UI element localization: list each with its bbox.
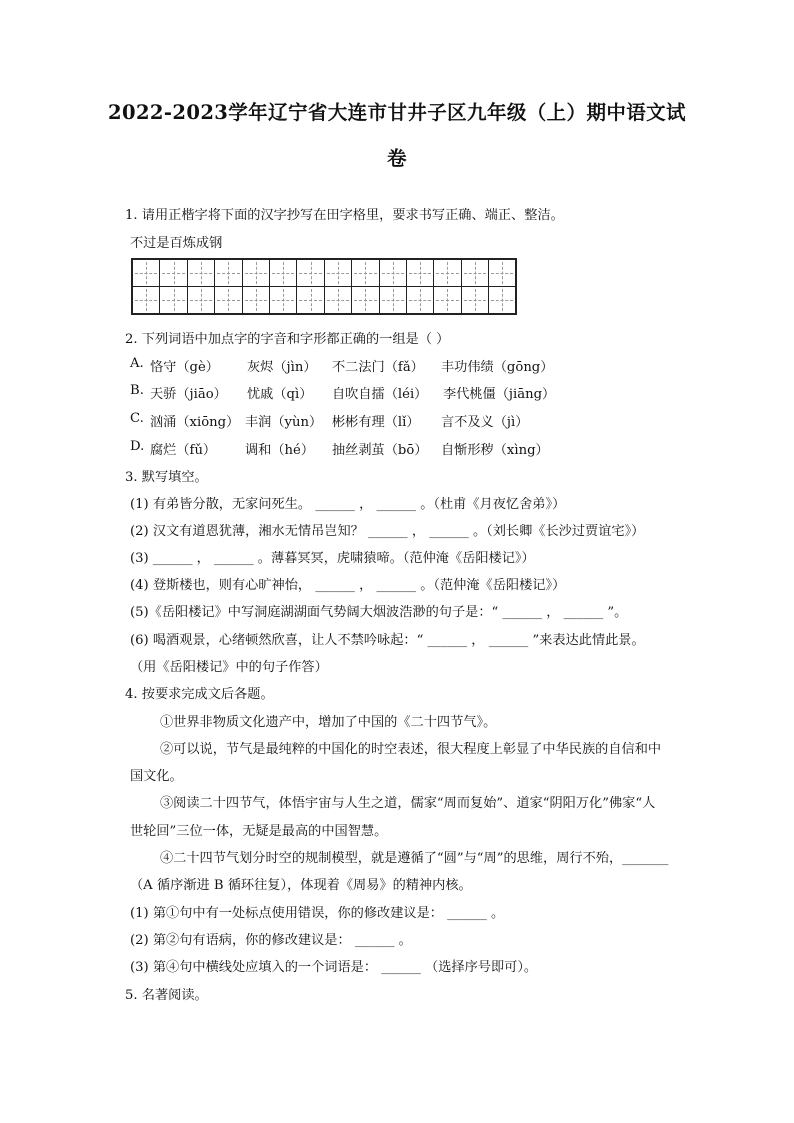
- passage-para-3a: ③阅读二十四节气，体悟宇宙与人生之道，儒家“周而复始”、道家“阴阳万化”佛家“人: [160, 796, 656, 811]
- grid-cell[interactable]: [324, 287, 351, 314]
- question-5: 5. 名著阅读。: [125, 988, 208, 1003]
- fill-blank-5: (5)《岳阳楼记》中写洞庭湖湖面气势阔大烟波浩渺的句子是：“ ______ ， ______ ”。: [130, 605, 628, 620]
- fill-blank-1: (1) 有弟皆分散，无家问死生。 ______ ， ______ 。（杜甫《月夜忆舍弟》）: [130, 497, 566, 512]
- grid-cell[interactable]: [215, 287, 242, 314]
- exam-title-line1: 2022-2023学年辽宁省大连市甘井子区九年级（上）期中语文试: [108, 101, 686, 124]
- passage-para-2a: ②可以说，节气是最纯粹的中国化的时空表述，很大程度上彰显了中华民族的自信和中: [160, 742, 662, 757]
- grid-cell[interactable]: [297, 287, 324, 314]
- grid-cell[interactable]: [461, 287, 488, 314]
- option-d-label[interactable]: D.: [130, 439, 145, 454]
- grid-cell[interactable]: [324, 260, 351, 287]
- option-d-item-3: 抽丝剥茧（bō）: [332, 443, 428, 458]
- fill-blank-2: (2) 汉文有道恩犹薄，湘水无情吊岂知？ ______ ， ______ 。（刘长卿《长沙过贾谊宅》）: [130, 524, 645, 539]
- grid-cell[interactable]: [406, 260, 433, 287]
- grid-cell[interactable]: [379, 260, 406, 287]
- option-a-item-2: 灰烬（jìn）: [247, 360, 317, 375]
- grid-cell[interactable]: [352, 287, 379, 314]
- passage-para-4a: ④二十四节气划分时空的规制模型，就是遵循了“圆”与“周”的思维，周行不殆，_______: [160, 851, 669, 866]
- option-c-label[interactable]: C.: [130, 411, 144, 426]
- question-4: 4. 按要求完成文后各题。: [125, 687, 274, 702]
- grid-cell[interactable]: [352, 260, 379, 287]
- grid-cell[interactable]: [133, 287, 160, 314]
- grid-cell[interactable]: [489, 260, 516, 287]
- option-a-item-4: 丰功伟绩（gōng）: [441, 360, 554, 375]
- grid-cell[interactable]: [242, 287, 269, 314]
- fill-blank-6-note: （用《岳阳楼记》中的句子作答）: [130, 660, 328, 675]
- question-2: 2. 下列词语中加点字的字音和字形都正确的一组是（ ）: [125, 332, 450, 347]
- grid-cell[interactable]: [406, 287, 433, 314]
- grid-cell[interactable]: [434, 260, 461, 287]
- option-c-item-2: 丰润（yùn）: [245, 415, 323, 430]
- option-d-item-1: 腐烂（fǔ）: [150, 443, 217, 458]
- fill-blank-4: (4) 登斯楼也，则有心旷神怡， ______ ， ______ 。（范仲淹《岳阳楼记》）: [130, 578, 566, 593]
- subquestion-2: (2) 第②句有语病，你的修改建议是： ______ 。: [130, 933, 412, 948]
- passage-para-2b: 国文化。: [130, 769, 183, 784]
- grid-cell[interactable]: [269, 260, 296, 287]
- fill-blank-6: (6) 喝酒观景，心绪顿然欣喜，让人不禁吟咏起：“ ______ ， ______ ”来表达此情此景。: [130, 633, 645, 648]
- passage-para-1: ①世界非物质文化遗产中，增加了中国的《二十四节气》。: [160, 715, 497, 730]
- exam-title-line2: 卷: [387, 147, 407, 170]
- tianzige-grid[interactable]: [131, 258, 517, 315]
- grid-cell[interactable]: [379, 287, 406, 314]
- grid-cell[interactable]: [434, 287, 461, 314]
- option-d-item-4: 自惭形秽（xìng）: [441, 443, 549, 458]
- grid-cell[interactable]: [160, 260, 187, 287]
- grid-cell[interactable]: [489, 287, 516, 314]
- grid-cell[interactable]: [242, 260, 269, 287]
- fill-blank-3: (3) ______ ， ______ 。薄暮冥冥，虎啸猿啼。（范仲淹《岳阳楼记》）: [130, 551, 535, 566]
- passage-para-3b: 世轮回”三位一体，无疑是最高的中国智慧。: [130, 824, 388, 839]
- grid-cell[interactable]: [133, 260, 160, 287]
- option-d-item-2: 调和（hé）: [245, 443, 315, 458]
- grid-cell[interactable]: [215, 260, 242, 287]
- grid-cell[interactable]: [297, 260, 324, 287]
- passage-para-4b: （A 循序渐进 B 循环往复），体现着《周易》的精神内核。: [130, 878, 472, 893]
- subquestion-1: (1) 第①句中有一处标点使用错误，你的修改建议是： ______ 。: [130, 906, 505, 921]
- option-b-label[interactable]: B.: [130, 383, 144, 398]
- option-b-item-4: 李代桃僵（jiāng）: [443, 387, 556, 402]
- option-a-item-3: 不二法门（fǎ）: [332, 360, 424, 375]
- option-a-label[interactable]: A.: [130, 356, 144, 371]
- option-c-item-1: 汹涌（xiōng）: [150, 415, 240, 430]
- subquestion-3: (3) 第④句中横线处应填入的一个词语是： ______ （选择序号即可）。: [130, 960, 538, 975]
- option-b-item-3: 自吹自擂（léi）: [332, 387, 428, 402]
- copy-phrase: 不过是百炼成钢: [130, 236, 223, 251]
- option-b-item-2: 忧戚（qì）: [247, 387, 313, 402]
- question-1: 1. 请用正楷字将下面的汉字抄写在田字格里，要求书写正确、端正、整洁。: [125, 208, 564, 223]
- grid-cell[interactable]: [187, 287, 214, 314]
- grid-cell[interactable]: [269, 287, 296, 314]
- option-b-item-1: 天骄（jiāo）: [150, 387, 227, 402]
- option-c-item-4: 言不及义（jì）: [441, 415, 529, 430]
- grid-cell[interactable]: [461, 260, 488, 287]
- grid-cell[interactable]: [187, 260, 214, 287]
- grid-cell[interactable]: [160, 287, 187, 314]
- option-a-item-1: 恪守（gè）: [150, 360, 219, 375]
- question-3: 3. 默写填空。: [125, 470, 208, 485]
- option-c-item-3: 彬彬有理（lǐ）: [332, 415, 420, 430]
